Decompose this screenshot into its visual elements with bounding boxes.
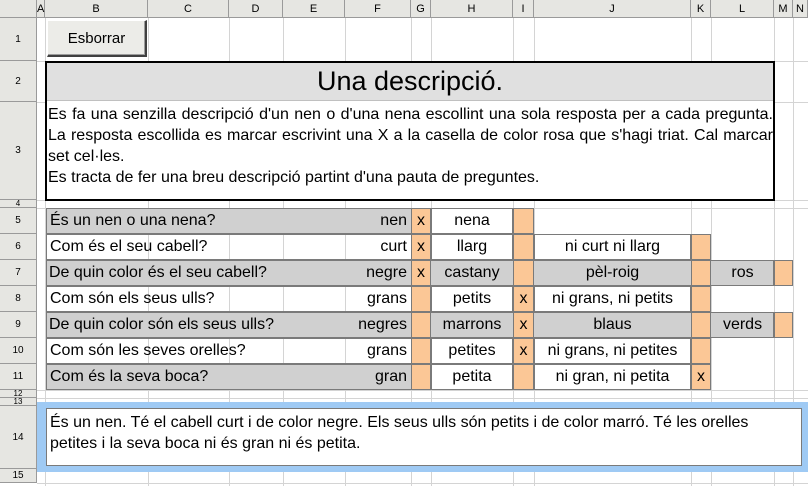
column-header-k[interactable]: K: [691, 0, 711, 18]
result-text: És un nen. Té el cabell curt i de color negre. Els seus ulls són petits i de color marró. Té les orelles petites i la seva boca ni és gran ni és petita.: [46, 408, 802, 466]
option-label: ros: [731, 264, 754, 281]
option-label: nena: [431, 208, 513, 234]
answer-checkbox[interactable]: [691, 234, 711, 260]
answer-checkbox[interactable]: [411, 286, 431, 312]
question-label: Com són les seves orelles?: [50, 342, 246, 359]
clear-button[interactable]: Esborrar: [47, 20, 147, 57]
answer-checkbox[interactable]: [691, 338, 711, 364]
column-header-l[interactable]: L: [711, 0, 774, 18]
option-label: negres: [358, 316, 407, 333]
option-label: gran: [374, 368, 407, 385]
column-header-m[interactable]: M: [774, 0, 793, 18]
row-header-11[interactable]: 11: [0, 364, 37, 390]
column-header-a[interactable]: A: [37, 0, 45, 18]
answer-checkbox[interactable]: x: [411, 260, 431, 286]
option-label: petites: [431, 338, 513, 364]
option-label: blaus: [593, 316, 632, 333]
gridline: [37, 483, 808, 484]
row-header-5[interactable]: 5: [0, 208, 37, 234]
answer-checkbox[interactable]: x: [411, 208, 431, 234]
row-header-15[interactable]: 15: [0, 469, 37, 483]
option-label: marrons: [442, 316, 502, 333]
column-header-b[interactable]: B: [45, 0, 148, 18]
answer-checkbox[interactable]: [411, 364, 431, 390]
answer-checkbox[interactable]: [513, 208, 534, 234]
option-label: nen: [380, 212, 407, 229]
intro-text: [48, 104, 773, 188]
option-label: llarg: [431, 234, 513, 260]
question-label: Com és la seva boca?: [50, 368, 209, 385]
gridline: [37, 390, 808, 391]
answer-checkbox[interactable]: x: [513, 338, 534, 364]
column-header-e[interactable]: E: [283, 0, 345, 18]
option-label: grans: [366, 342, 407, 359]
page-title: Una descripció.: [47, 63, 773, 101]
option-label: ni grans, ni petits: [534, 286, 691, 312]
answer-checkbox[interactable]: [691, 286, 711, 312]
option-label: ni curt ni llarg: [534, 234, 691, 260]
answer-checkbox[interactable]: [774, 312, 793, 338]
option-label: ni gran, ni petita: [534, 364, 691, 390]
row-header-10[interactable]: 10: [0, 338, 37, 364]
row-header-2[interactable]: 2: [0, 61, 37, 102]
column-header-n[interactable]: N: [793, 0, 808, 18]
question-label: De quin color són els seus ulls?: [49, 316, 275, 333]
option-label: petits: [431, 286, 513, 312]
select-all-corner[interactable]: [0, 0, 37, 18]
answer-checkbox[interactable]: [513, 364, 534, 390]
row-header-6[interactable]: 6: [0, 234, 37, 260]
row-header-9[interactable]: 9: [0, 312, 37, 338]
option-label: negre: [366, 264, 407, 281]
option-label: curt: [380, 238, 407, 255]
intro-paragraph: Es tracta de fer una breu descripció partint d'una pauta de preguntes.: [48, 169, 540, 186]
column-header-f[interactable]: F: [345, 0, 411, 18]
row-header-4[interactable]: 4: [0, 200, 37, 208]
row-header-12[interactable]: 12: [0, 390, 37, 398]
answer-checkbox[interactable]: [774, 260, 793, 286]
column-header-g[interactable]: G: [411, 0, 431, 18]
question-label: Com són els seus ulls?: [50, 290, 215, 307]
answer-checkbox[interactable]: [411, 312, 431, 338]
row-header-13[interactable]: 13: [0, 398, 37, 406]
column-header-d[interactable]: D: [229, 0, 283, 18]
answer-checkbox[interactable]: [513, 260, 534, 286]
intro-paragraph: Es fa una senzilla descripció d'un nen o d'una nena escollint una sola resposta per a cada pregunta. La resposta escollida es marcar escrivint una X a la casella de color rosa que s'hagi triat. Cal marcar set cel·les.: [48, 106, 773, 165]
column-header-c[interactable]: C: [148, 0, 229, 18]
row-header-7[interactable]: 7: [0, 260, 37, 286]
answer-checkbox[interactable]: [411, 338, 431, 364]
question-label: De quin color és el seu cabell?: [49, 264, 267, 281]
answer-checkbox[interactable]: x: [513, 312, 534, 338]
answer-checkbox[interactable]: [691, 312, 711, 338]
column-header-h[interactable]: H: [431, 0, 513, 18]
question-label: És un nen o una nena?: [50, 212, 216, 229]
answer-checkbox[interactable]: x: [513, 286, 534, 312]
option-label: verds: [722, 316, 763, 333]
option-label: pèl-roig: [585, 264, 640, 281]
answer-checkbox[interactable]: x: [691, 364, 711, 390]
question-label: Com és el seu cabell?: [50, 238, 208, 255]
option-label: petita: [431, 364, 513, 390]
option-label: grans: [366, 290, 407, 307]
row-header-8[interactable]: 8: [0, 286, 37, 312]
row-header-3[interactable]: 3: [0, 102, 37, 200]
answer-checkbox[interactable]: [691, 260, 711, 286]
answer-checkbox[interactable]: [513, 234, 534, 260]
row-header-1[interactable]: 1: [0, 18, 37, 61]
gridline: [37, 398, 808, 399]
answer-checkbox[interactable]: x: [411, 234, 431, 260]
column-header-j[interactable]: J: [534, 0, 691, 18]
column-header-i[interactable]: I: [513, 0, 534, 18]
row-header-14[interactable]: 14: [0, 406, 37, 469]
option-label: castany: [444, 264, 500, 281]
option-label: ni grans, ni petites: [534, 338, 691, 364]
